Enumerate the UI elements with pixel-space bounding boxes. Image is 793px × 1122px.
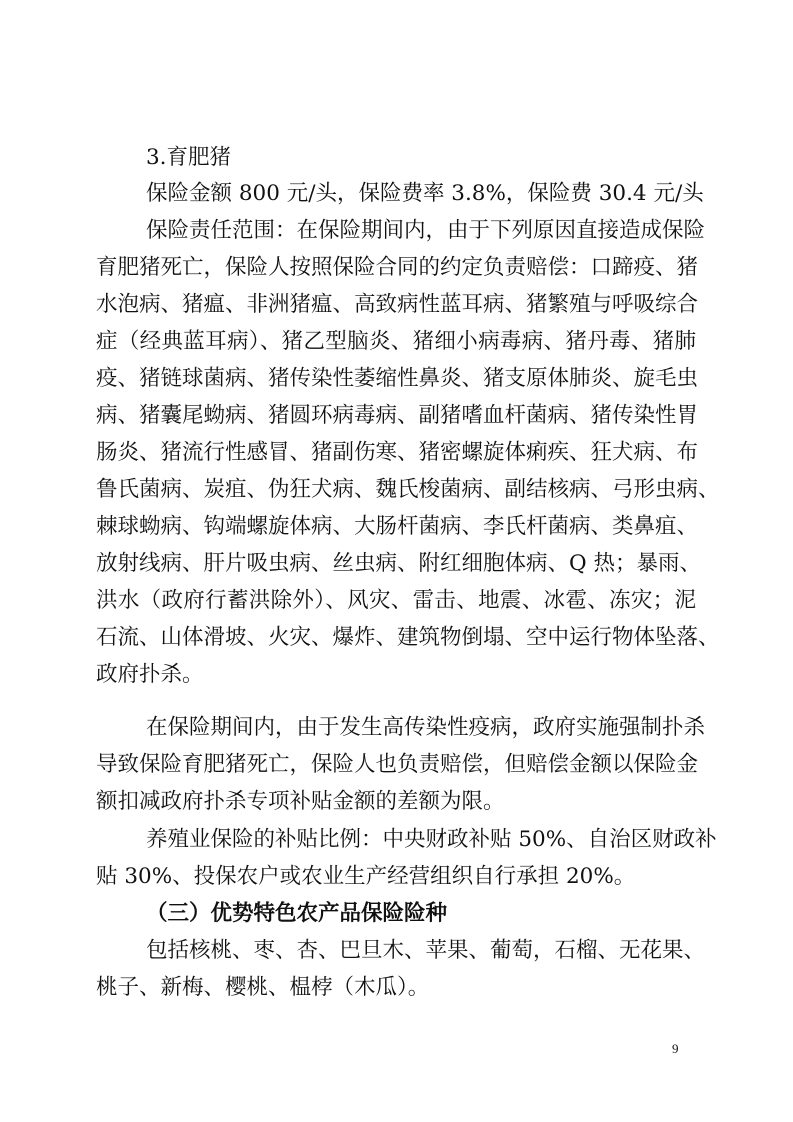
liability-line: 疫、猪链球菌病、猪传染性萎缩性鼻炎、猪支原体肺炎、旋毛虫 <box>96 366 699 391</box>
liability-line: 病、猪囊尾蚴病、猪圆环病毒病、副猪嗜血杆菌病、猪传染性胃 <box>96 403 699 428</box>
liability-line: 放射线病、肝片吸虫病、丝虫病、附红细胞体病、Q 热；暴雨、 <box>96 551 701 576</box>
liability-line: 水泡病、猪瘟、非洲猪瘟、高致病性蓝耳病、猪繁殖与呼吸综合 <box>96 292 699 317</box>
liability-line: 鲁氏菌病、炭疽、伪狂犬病、魏氏梭菌病、副结核病、弓形虫病、 <box>96 477 720 502</box>
liability-line: 育肥猪死亡，保险人按照保险合同的约定负责赔偿：口蹄疫、猪 <box>96 255 699 280</box>
liability-line: 棘球蚴病、钩端螺旋体病、大肠杆菌病、李氏杆菌病、类鼻疽、 <box>96 514 699 539</box>
subsidy-line: 养殖业保险的补贴比例：中央财政补贴 50%、自治区财政补 <box>146 827 717 852</box>
liability-line: 洪水（政府行蓄洪除外）、风灾、雷击、地震、冰雹、冻灾；泥 <box>96 588 696 613</box>
subsidy-line: 贴 30%、投保农户或农业生产经营组织自行承担 20%。 <box>96 864 636 889</box>
culling-line: 额扣减政府扑杀专项补贴金额的差额为限。 <box>96 789 505 814</box>
culling-line: 导致保险育肥猪死亡，保险人也负责赔偿，但赔偿金额以保险金 <box>96 752 699 777</box>
insured-amount: 保险金额 800 元/头，保险费率 3.8%，保险费 30.4 元/头 <box>146 181 704 206</box>
liability-line: 肠炎、猪流行性感冒、猪副伤寒、猪密螺旋体痢疾、狂犬病、布 <box>96 440 699 465</box>
liability-line: 政府扑杀。 <box>96 662 204 687</box>
section-heading: （三）优势特色农产品保险险种 <box>146 901 448 926</box>
culling-line: 在保险期间内，由于发生高传染性疫病，政府实施强制扑杀 <box>146 715 706 740</box>
products-line: 包括核桃、枣、杏、巴旦木、苹果、葡萄，石榴、无花果、 <box>146 938 706 963</box>
liability-line: 石流、山体滑坡、火灾、爆炸、建筑物倒塌、空中运行物体坠落、 <box>96 625 720 650</box>
products-line: 桃子、新梅、樱桃、榅桲（木瓜）。 <box>96 975 430 1000</box>
liability-line: 保险责任范围：在保险期间内，由于下列原因直接造成保险 <box>146 218 706 243</box>
liability-line: 症（经典蓝耳病）、猪乙型脑炎、猪细小病毒病、猪丹毒、猪肺 <box>96 329 696 354</box>
page-number: 9 <box>672 1041 679 1056</box>
item-title: 3.育肥猪 <box>146 145 232 170</box>
